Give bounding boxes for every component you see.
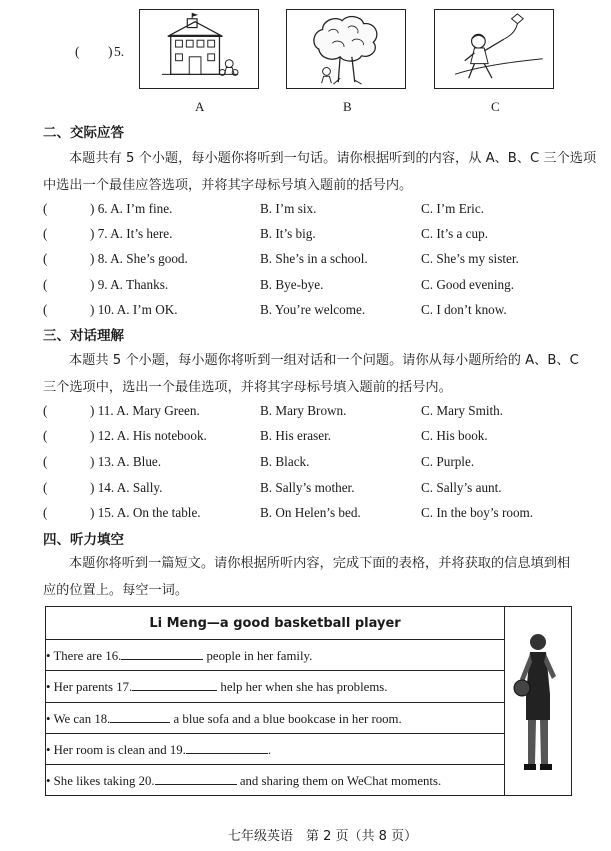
section4-instructions bbox=[43, 550, 603, 604]
section4-instr-line1: 本题你将听到一篇短文。请你根据所听内容，完成下面的表格，并将获取的信息填到相 bbox=[69, 556, 571, 571]
answer-blank[interactable]: ( bbox=[43, 277, 48, 292]
answer-blank[interactable]: ( bbox=[43, 428, 48, 443]
answer-blank-20[interactable] bbox=[155, 771, 237, 785]
question-text: ) 15. A. On the table. bbox=[90, 505, 201, 520]
house-icon bbox=[140, 10, 258, 88]
option-c: C. I don’t know. bbox=[421, 302, 507, 317]
question-8 bbox=[43, 251, 603, 273]
picture-b-label: B bbox=[343, 99, 352, 114]
table-line-20 bbox=[46, 764, 505, 795]
question-10 bbox=[43, 302, 603, 324]
kite-boy-icon bbox=[435, 10, 553, 88]
table-title: Li Meng—a good basketball player bbox=[46, 607, 505, 640]
section4-heading: 四、听力填空 bbox=[43, 532, 124, 548]
line-suffix: and sharing them on WeChat moments. bbox=[236, 773, 442, 788]
section3-heading: 三、对话理解 bbox=[43, 328, 124, 344]
line-suffix: help her when she has problems. bbox=[217, 680, 388, 695]
section2-instructions bbox=[43, 145, 603, 199]
question-text: ) 11. A. Mary Green. bbox=[90, 403, 200, 418]
answer-blank-19[interactable] bbox=[186, 740, 268, 754]
q5-blank-open: ( bbox=[75, 44, 80, 59]
picture-a-label: A bbox=[195, 99, 205, 114]
line-suffix: . bbox=[267, 742, 272, 757]
option-c: C. Good evening. bbox=[421, 277, 515, 292]
question-text: ) 6. A. I’m fine. bbox=[90, 201, 173, 216]
question-14 bbox=[43, 480, 603, 502]
line-suffix: people in her family. bbox=[203, 649, 313, 664]
option-c: C. Sally’s aunt. bbox=[421, 480, 502, 495]
option-c: C. She’s my sister. bbox=[421, 251, 519, 266]
table-line-16 bbox=[46, 640, 505, 671]
line-prefix: • There are 16. bbox=[46, 649, 122, 664]
section2-instr-line2: 中选出一个最佳应答选项，并将其字母标号填入题前的括号内。 bbox=[43, 178, 413, 193]
question-text: ) 10. A. I’m OK. bbox=[90, 302, 178, 317]
question-12 bbox=[43, 428, 603, 450]
question-text: ) 13. A. Blue. bbox=[90, 454, 162, 469]
table-line-19 bbox=[46, 733, 505, 764]
answer-blank[interactable]: ( bbox=[43, 302, 48, 317]
option-b: B. She’s in a school. bbox=[260, 251, 368, 266]
answer-blank-18[interactable] bbox=[110, 709, 170, 723]
section3-instr-line1: 本题共 5 个小题，每小题你将听到一组对话和一个问题。请你从每小题所给的 A、B、C bbox=[69, 353, 579, 368]
option-b: B. Black. bbox=[260, 454, 310, 469]
line-prefix: • We can 18. bbox=[46, 711, 111, 726]
line-prefix: • Her parents 17. bbox=[46, 680, 133, 695]
question-13 bbox=[43, 454, 603, 476]
option-b: B. His eraser. bbox=[260, 428, 332, 443]
answer-blank[interactable]: ( bbox=[43, 251, 48, 266]
section3-instructions bbox=[43, 347, 603, 401]
answer-blank-16[interactable] bbox=[121, 646, 203, 660]
picture-c[interactable] bbox=[434, 9, 554, 89]
picture-b[interactable] bbox=[286, 9, 406, 89]
section2-heading: 二、交际应答 bbox=[43, 125, 124, 141]
table-line-18 bbox=[46, 702, 505, 733]
picture-a[interactable] bbox=[139, 9, 259, 89]
section2-instr-line1: 本题共有 5 个小题，每小题你将听到一句话。请你根据听到的内容，从 A、B、C 三个选项 bbox=[69, 151, 597, 166]
option-c: C. Purple. bbox=[421, 454, 475, 469]
option-b: B. You’re welcome. bbox=[260, 302, 366, 317]
section4-instr-line2: 应的位置上。每空一词。 bbox=[43, 583, 189, 598]
question-text: ) 12. A. His notebook. bbox=[90, 428, 207, 443]
option-c: C. I’m Eric. bbox=[421, 201, 484, 216]
answer-blank[interactable]: ( bbox=[43, 403, 48, 418]
q5-number: 5. bbox=[114, 44, 125, 59]
page-footer: 七年级英语 第 2 页（共 8 页） bbox=[228, 829, 418, 844]
option-b: B. It’s big. bbox=[260, 226, 316, 241]
option-b: B. On Helen’s bed. bbox=[260, 505, 361, 520]
answer-blank[interactable]: ( bbox=[43, 201, 48, 216]
question-7 bbox=[43, 226, 603, 248]
line-prefix: • She likes taking 20. bbox=[46, 773, 155, 788]
option-c: C. His book. bbox=[421, 428, 488, 443]
table-line-17 bbox=[46, 671, 505, 702]
question-6 bbox=[43, 201, 603, 223]
question-text: ) 8. A. She’s good. bbox=[90, 251, 188, 266]
answer-blank[interactable]: ( bbox=[43, 226, 48, 241]
player-photo-cell bbox=[505, 607, 572, 796]
picture-c-label: C bbox=[491, 99, 500, 114]
option-b: B. Bye-bye. bbox=[260, 277, 324, 292]
question-text: ) 7. A. It’s here. bbox=[90, 226, 173, 241]
line-prefix: • Her room is clean and 19. bbox=[46, 742, 186, 757]
answer-blank[interactable]: ( bbox=[43, 505, 48, 520]
fill-in-table bbox=[45, 606, 572, 796]
line-suffix: a blue sofa and a blue bookcase in her room. bbox=[170, 711, 402, 726]
option-b: B. Mary Brown. bbox=[260, 403, 347, 418]
question-text: ) 9. A. Thanks. bbox=[90, 277, 169, 292]
question-text: ) 14. A. Sally. bbox=[90, 480, 163, 495]
answer-blank[interactable]: ( bbox=[43, 480, 48, 495]
section3-instr-line2: 三个选项中，选出一个最佳选项，并将其字母标号填入题前的括号内。 bbox=[43, 380, 452, 395]
question-15 bbox=[43, 505, 603, 527]
answer-blank-17[interactable] bbox=[132, 677, 217, 691]
answer-blank[interactable]: ( bbox=[43, 454, 48, 469]
option-c: C. In the boy’s room. bbox=[421, 505, 534, 520]
basketball-player-icon bbox=[510, 624, 566, 774]
question-11 bbox=[43, 403, 603, 425]
option-b: B. Sally’s mother. bbox=[260, 480, 355, 495]
question-9 bbox=[43, 277, 603, 299]
option-b: B. I’m six. bbox=[260, 201, 317, 216]
option-c: C. It’s a cup. bbox=[421, 226, 489, 241]
q5-blank-close: ) bbox=[108, 44, 113, 59]
option-c: C. Mary Smith. bbox=[421, 403, 504, 418]
tree-icon bbox=[287, 10, 405, 88]
